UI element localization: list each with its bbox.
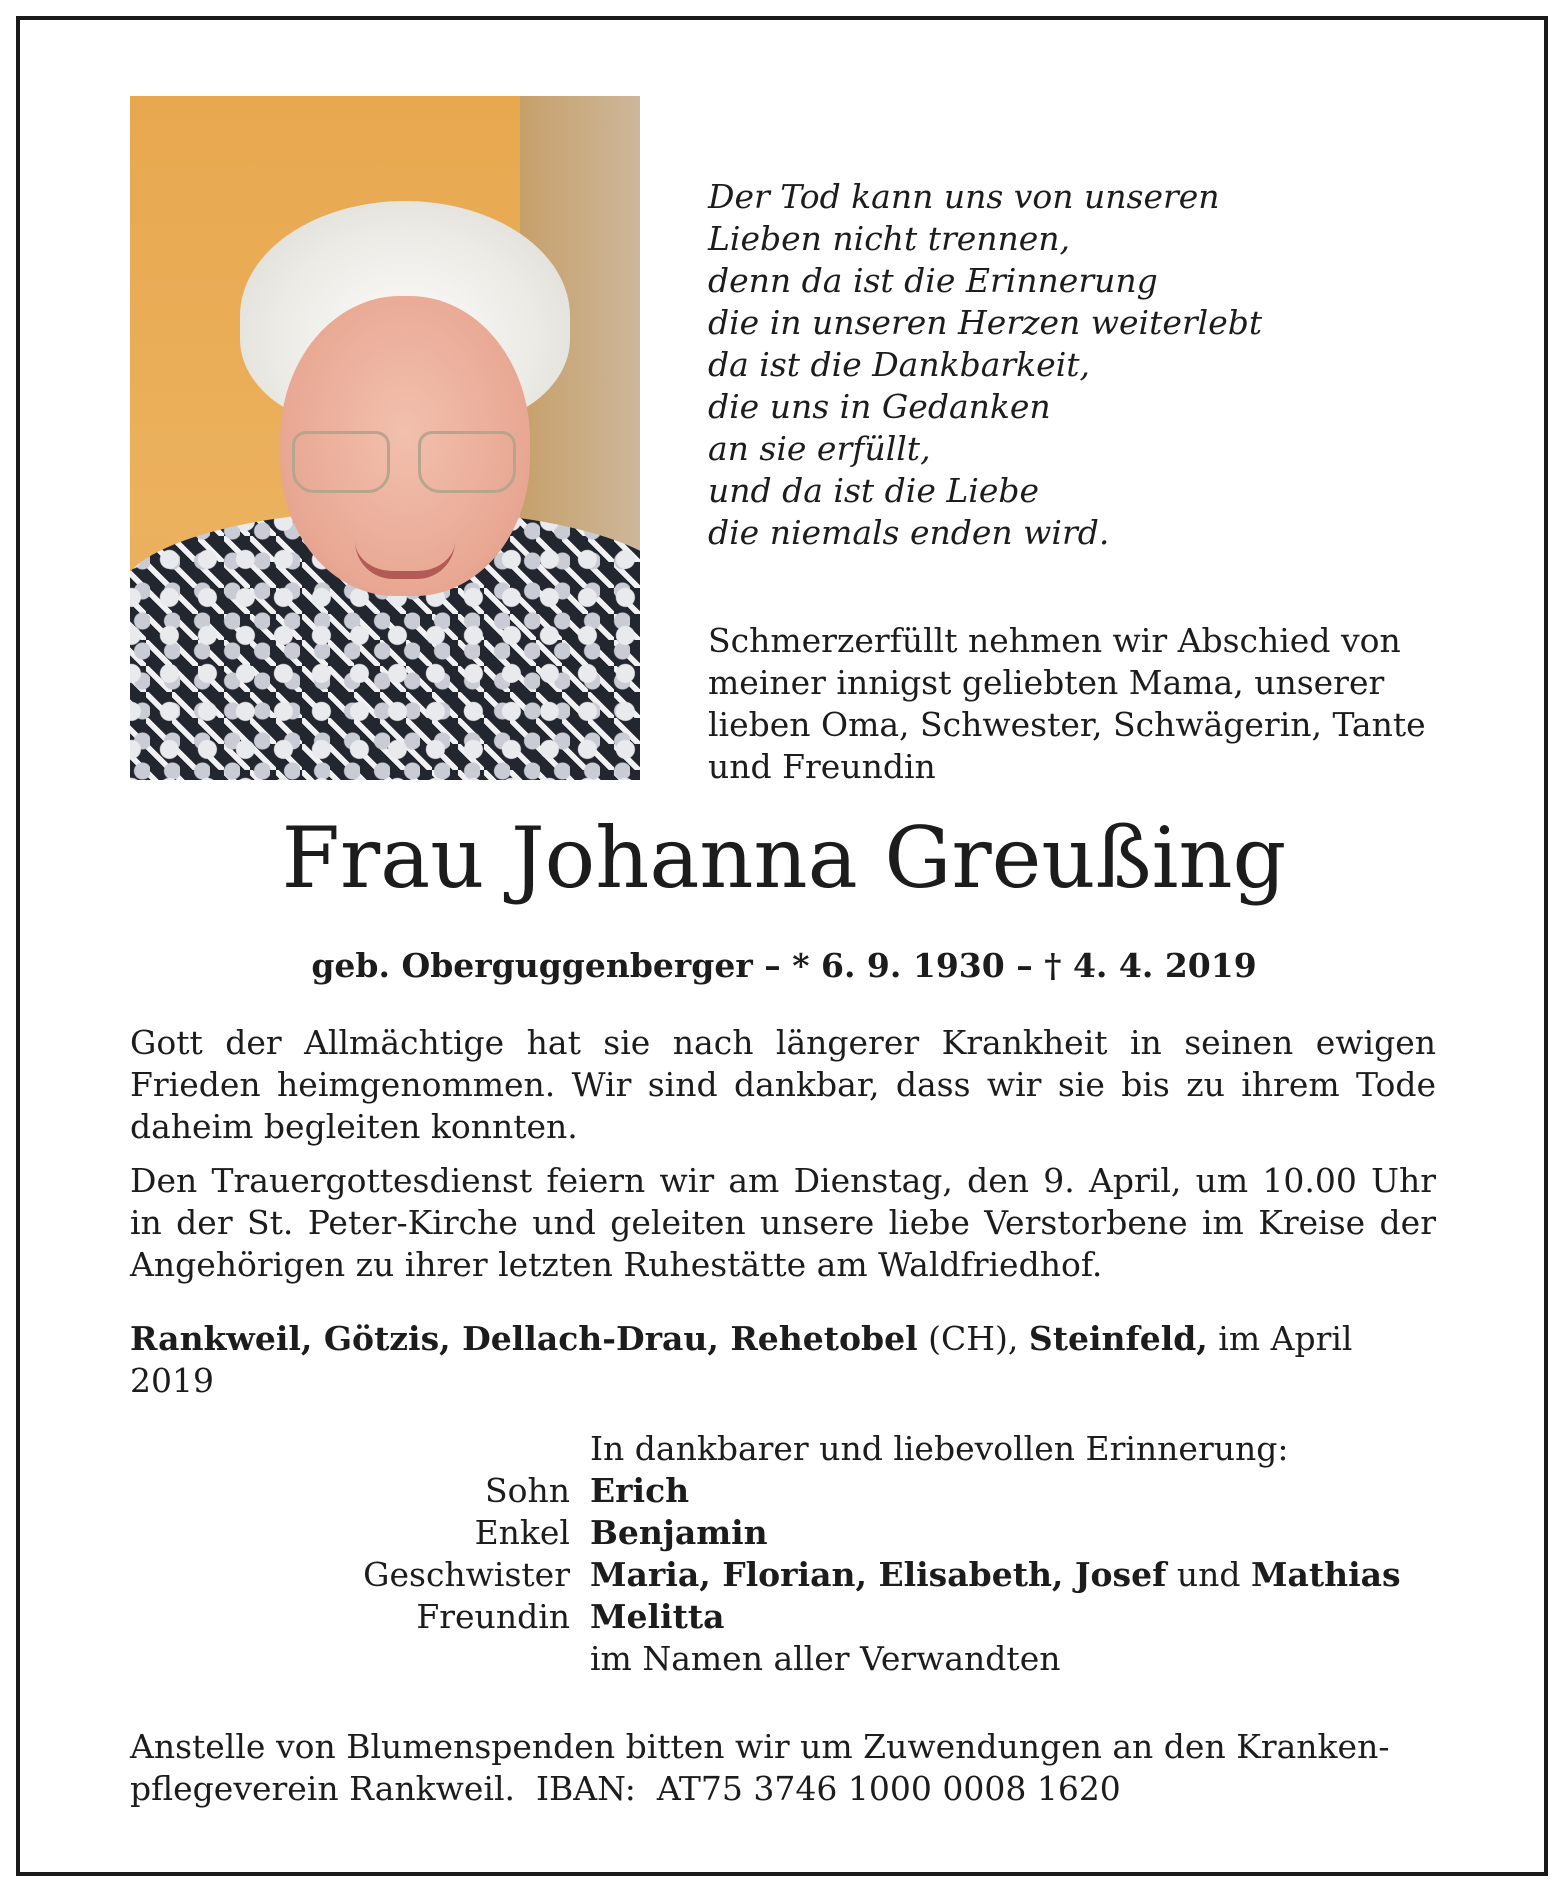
deceased-name: Frau Johanna Greußing	[281, 809, 1287, 907]
places-bold-2: Steinfeld,	[1028, 1319, 1208, 1358]
places-country: (CH),	[928, 1319, 1019, 1358]
poem-line: die niemals enden wird.	[708, 513, 1110, 552]
relation-label: Freundin	[416, 1597, 570, 1636]
places-date: im April 2019	[130, 1319, 1353, 1400]
poem-line: Der Tod kann uns von unseren	[708, 177, 1220, 216]
donation-line-1: Anstelle von Blumenspenden bitten wir um Zuwendungen an den Kranken-	[130, 1727, 1390, 1766]
family-heading: In dankbarer und liebevollen Erinnerung:	[590, 1429, 1289, 1468]
intro-line: meiner innigst geliebten Mama, unserer	[708, 663, 1385, 702]
donation-line-2: pflegeverein Rankweil. IBAN: AT75 3746 1000 0008 1620	[130, 1769, 1121, 1808]
photo-glasses-right	[418, 431, 516, 493]
poem-line: an sie erfüllt,	[708, 429, 931, 468]
friend-name: Melitta	[590, 1597, 725, 1636]
portrait-photo	[130, 96, 640, 780]
donation-note	[130, 1726, 1436, 1810]
intro-line: lieben Oma, Schwester, Schwägerin, Tante	[708, 705, 1426, 744]
intro-text	[708, 620, 1436, 788]
poem-line: die uns in Gedanken	[708, 387, 1051, 426]
intro-line: und Freundin	[708, 747, 936, 786]
and-word: und	[1176, 1555, 1241, 1594]
last-sibling-name: Mathias	[1250, 1555, 1401, 1594]
photo-glasses-left	[292, 431, 390, 493]
son-name: Erich	[590, 1471, 690, 1510]
poem-line: denn da ist die Erinnerung	[708, 261, 1158, 300]
poem-line: und da ist die Liebe	[708, 471, 1039, 510]
poem-line: da ist die Dankbarkeit,	[708, 345, 1091, 384]
places-bold-1: Rankweil, Götzis, Dellach-Drau, Rehetobel	[130, 1319, 918, 1358]
relation-label: Geschwister	[363, 1555, 570, 1594]
intro-line: Schmerzerfüllt nehmen wir Abschied von	[708, 621, 1401, 660]
siblings-names: Maria, Florian, Elisabeth, Josef	[590, 1555, 1167, 1594]
family-list	[130, 1428, 1436, 1680]
poem	[708, 176, 1262, 554]
paragraph-passing: Gott der Allmächtige hat sie nach längerer Krankheit in seinen ewigen Frieden heimgenommen. Wir sind dankbar, dass wir sie bis zu ihrem Tode daheim begleiten konnten.	[130, 1023, 1436, 1146]
paragraph-service: Den Trauergottesdienst feiern wir am Dienstag, den 9. April, um 10.00 Uhr in der St. Peter-Kirche und geleiten unsere liebe Verstorbene im Kreise der Angehörigen zu ihrer letzten Ruhestätte am Waldfriedhof.	[130, 1161, 1436, 1284]
relation-label: Sohn	[485, 1471, 570, 1510]
birth-death-line: geb. Oberguggenberger – * 6. 9. 1930 – † 4. 4. 2019	[311, 946, 1257, 985]
family-closing: im Namen aller Verwandten	[590, 1639, 1061, 1678]
poem-line: die in unseren Herzen weiterlebt	[708, 303, 1263, 342]
grandson-name: Benjamin	[590, 1513, 768, 1552]
places-and-date	[130, 1318, 1436, 1402]
relation-label: Enkel	[474, 1513, 570, 1552]
poem-line: Lieben nicht trennen,	[708, 219, 1071, 258]
